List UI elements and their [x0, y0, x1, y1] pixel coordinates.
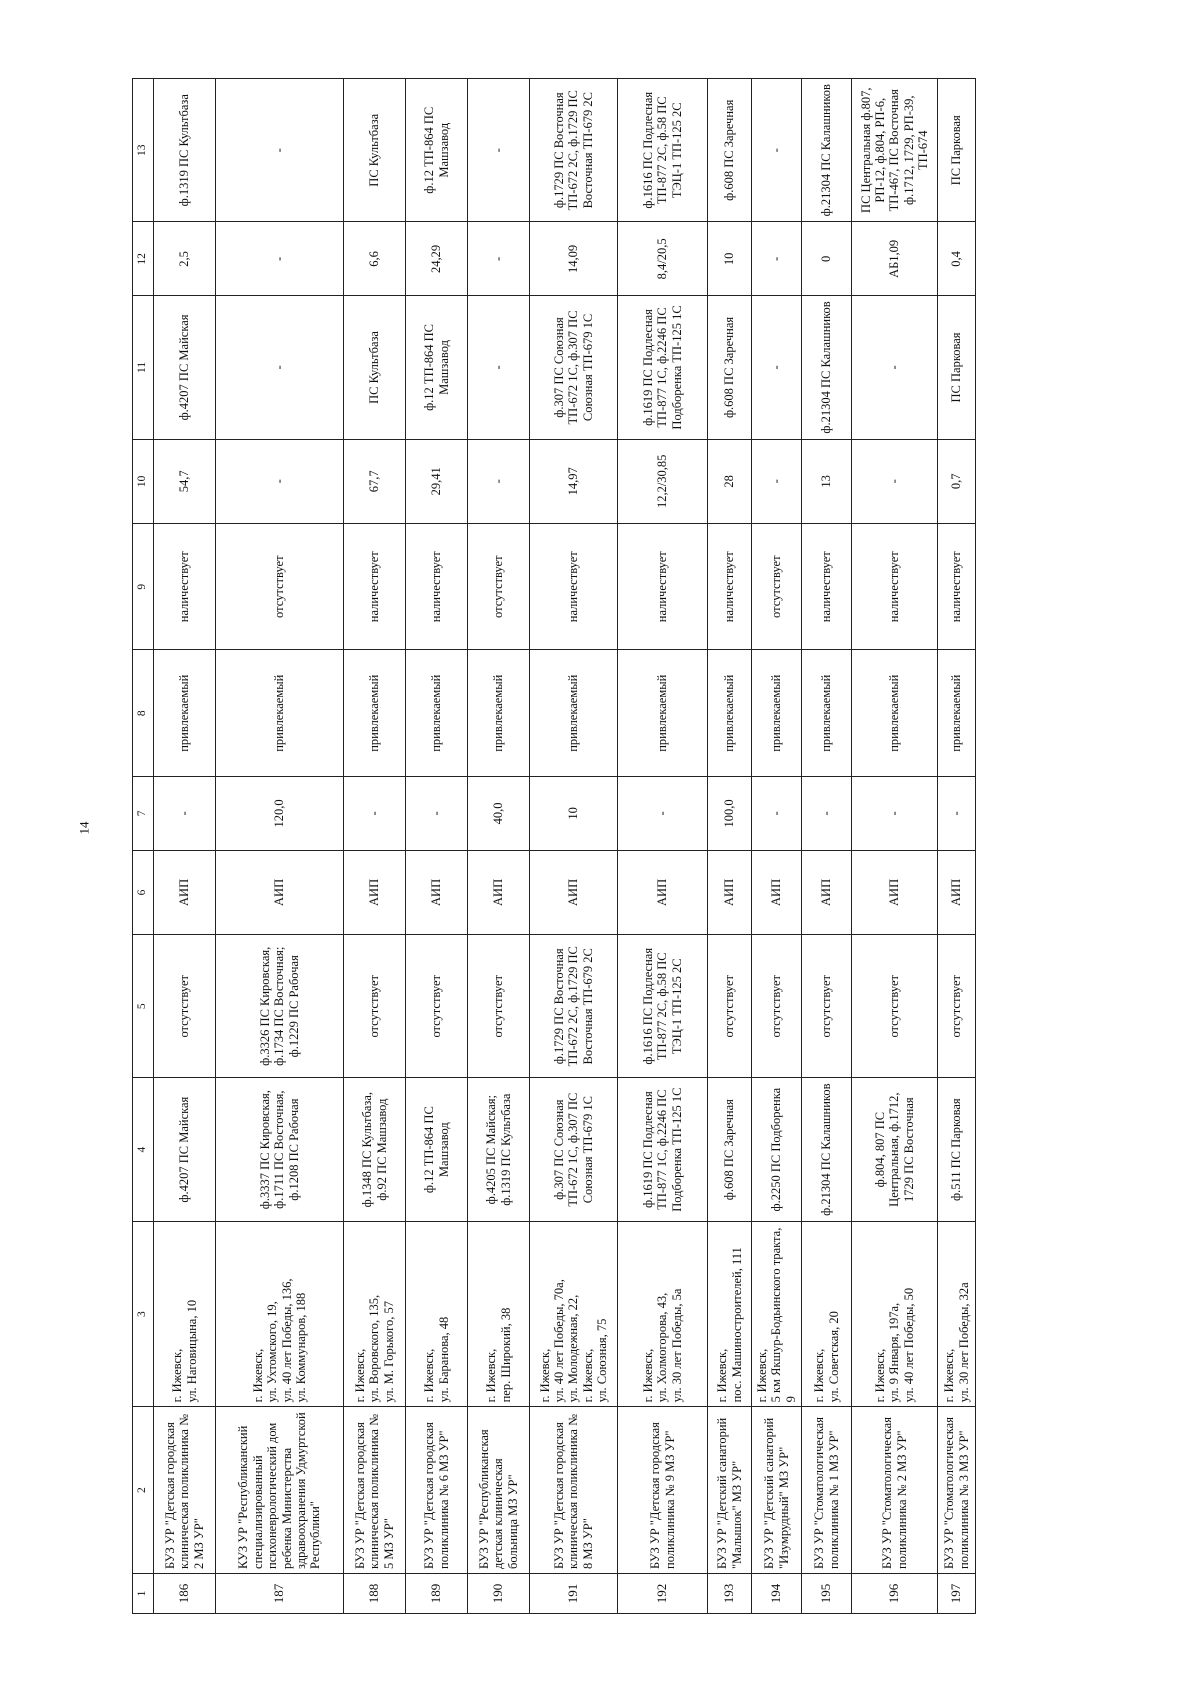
- cell-col-3: г. Ижевск, ул. 9 Января, 197а, ул. 40 лет Победы, 50: [852, 1221, 938, 1407]
- cell-col-2: БУЗ УР "Республиканская детская клиническая больница МЗ УР": [468, 1407, 530, 1574]
- cell-col-7: -: [344, 776, 406, 850]
- cell-col-13: ПС Центральная ф.807, РП-12, ф.804, РП-6, ТП-467, ПС Восточная ф.1712, 1729, РП-39, ТП-674: [852, 79, 938, 222]
- column-number-header: 5: [133, 935, 154, 1078]
- cell-col-12: 14,09: [530, 222, 618, 296]
- table-row: [530, 79, 618, 1614]
- cell-col-13: -: [752, 79, 802, 222]
- cell-col-5: отсутствует: [802, 935, 852, 1078]
- cell-col-11: ф.307 ПС Союзная ТП-672 1С, ф.307 ПС Союзная ТП-679 1С: [530, 296, 618, 439]
- cell-col-13: ф.1616 ПС Подлесная ТП-877 2С, ф.58 ПС ТЭЦ-1 ТП-125 2С: [618, 79, 708, 222]
- cell-col-12: -: [752, 222, 802, 296]
- cell-col-2: БУЗ УР "Стоматологическая поликлиника № 1 МЗ УР": [802, 1407, 852, 1574]
- column-number-header: 11: [133, 296, 154, 439]
- cell-col-3: г. Ижевск, пос. Машиностроителей, 111: [708, 1221, 752, 1407]
- cell-col-5: отсутствует: [938, 935, 976, 1078]
- cell-col-7: -: [618, 776, 708, 850]
- cell-col-6: АИП: [938, 850, 976, 934]
- table-row: [938, 79, 976, 1614]
- cell-col-4: ф.1348 ПС Культбаза, ф.92 ПС Машзавод: [344, 1078, 406, 1221]
- cell-col-10: -: [752, 439, 802, 523]
- cell-col-1: 197: [938, 1573, 976, 1613]
- cell-col-3: г. Ижевск, ул. Холмогорова, 43, ул. 30 лет Победы, 5а: [618, 1221, 708, 1407]
- cell-col-13: ф.1729 ПС Восточная ТП-672 2С, ф.1729 ПС Восточная ТП-679 2С: [530, 79, 618, 222]
- cell-col-2: БУЗ УР "Детский санаторий "Малышок" МЗ УР": [708, 1407, 752, 1574]
- cell-col-1: 195: [802, 1573, 852, 1613]
- cell-col-12: 8,4/20,5: [618, 222, 708, 296]
- cell-col-3: г. Ижевск, ул. Советская, 20: [802, 1221, 852, 1407]
- cell-col-12: 6,6: [344, 222, 406, 296]
- page-number: 14: [76, 821, 92, 835]
- cell-col-1: 194: [752, 1573, 802, 1613]
- cell-col-11: ф.4207 ПС Майская: [154, 296, 216, 439]
- cell-col-8: привлекаемый: [154, 650, 216, 777]
- cell-col-11: ф.608 ПС Заречная: [708, 296, 752, 439]
- table-row: [802, 79, 852, 1614]
- cell-col-7: -: [154, 776, 216, 850]
- cell-col-5: отсутствует: [468, 935, 530, 1078]
- cell-col-5: отсутствует: [708, 935, 752, 1078]
- cell-col-12: АБ1,09: [852, 222, 938, 296]
- cell-col-5: отсутствует: [406, 935, 468, 1078]
- table-row: [852, 79, 938, 1614]
- cell-col-4: ф.4205 ПС Майская; ф.1319 ПС Культбаза: [468, 1078, 530, 1221]
- cell-col-10: 28: [708, 439, 752, 523]
- table-row: [216, 79, 344, 1614]
- cell-col-11: ф.1619 ПС Подлесная ТП-877 1С, ф.2246 ПС Подборенка ТП-125 1С: [618, 296, 708, 439]
- cell-col-7: -: [406, 776, 468, 850]
- cell-col-11: ПС Парковая: [938, 296, 976, 439]
- cell-col-4: ф.1619 ПС Подлесная ТП-877 1С, ф.2246 ПС Подборенка ТП-125 1С: [618, 1078, 708, 1221]
- cell-col-5: отсутствует: [752, 935, 802, 1078]
- cell-col-7: 120,0: [216, 776, 344, 850]
- cell-col-10: -: [468, 439, 530, 523]
- cell-col-7: 100,0: [708, 776, 752, 850]
- cell-col-6: АИП: [344, 850, 406, 934]
- cell-col-11: ПС Культбаза: [344, 296, 406, 439]
- cell-col-11: -: [852, 296, 938, 439]
- cell-col-9: наличествует: [154, 523, 216, 650]
- cell-col-8: привлекаемый: [216, 650, 344, 777]
- cell-col-6: АИП: [618, 850, 708, 934]
- cell-col-6: АИП: [752, 850, 802, 934]
- cell-col-11: -: [468, 296, 530, 439]
- cell-col-2: БУЗ УР "Детская городская поликлиника № 9 МЗ УР": [618, 1407, 708, 1574]
- cell-col-6: АИП: [216, 850, 344, 934]
- cell-col-1: 188: [344, 1573, 406, 1613]
- column-number-header: 6: [133, 850, 154, 934]
- cell-col-12: 2,5: [154, 222, 216, 296]
- cell-col-7: -: [938, 776, 976, 850]
- cell-col-4: ф.4207 ПС Майская: [154, 1078, 216, 1221]
- cell-col-7: 40,0: [468, 776, 530, 850]
- cell-col-8: привлекаемый: [708, 650, 752, 777]
- cell-col-10: 0,7: [938, 439, 976, 523]
- cell-col-4: ф.12 ТП-864 ПС Машзавод: [406, 1078, 468, 1221]
- column-number-header: 3: [133, 1221, 154, 1407]
- cell-col-10: 13: [802, 439, 852, 523]
- cell-col-13: ПС Парковая: [938, 79, 976, 222]
- cell-col-8: привлекаемый: [852, 650, 938, 777]
- column-number-header: 13: [133, 79, 154, 222]
- cell-col-7: -: [852, 776, 938, 850]
- cell-col-11: ф.12 ТП-864 ПС Машзавод: [406, 296, 468, 439]
- column-number-header: 9: [133, 523, 154, 650]
- cell-col-11: ф.21304 ПС Калашников: [802, 296, 852, 439]
- cell-col-2: БУЗ УР "Стоматологическая поликлиника № 3 МЗ УР": [938, 1407, 976, 1574]
- cell-col-3: г. Ижевск, пер. Широкий, 38: [468, 1221, 530, 1407]
- cell-col-8: привлекаемый: [618, 650, 708, 777]
- cell-col-1: 190: [468, 1573, 530, 1613]
- cell-col-3: г. Ижевск, 5 км Якшур-Бодьинского тракта, 9: [752, 1221, 802, 1407]
- cell-col-1: 189: [406, 1573, 468, 1613]
- cell-col-8: привлекаемый: [530, 650, 618, 777]
- cell-col-8: привлекаемый: [468, 650, 530, 777]
- cell-col-1: 186: [154, 1573, 216, 1613]
- cell-col-13: ф.608 ПС Заречная: [708, 79, 752, 222]
- column-number-header: 4: [133, 1078, 154, 1221]
- cell-col-4: ф.804, 807 ПС Центральная, ф.1712, 1729 ПС Восточная: [852, 1078, 938, 1221]
- table-row: [752, 79, 802, 1614]
- cell-col-4: ф.608 ПС Заречная: [708, 1078, 752, 1221]
- cell-col-3: г. Ижевск, ул. Наговицына, 10: [154, 1221, 216, 1407]
- column-number-header: 8: [133, 650, 154, 777]
- cell-col-10: 29,41: [406, 439, 468, 523]
- table-row: [468, 79, 530, 1614]
- cell-col-13: ф.12 ТП-864 ПС Машзавод: [406, 79, 468, 222]
- cell-col-8: привлекаемый: [802, 650, 852, 777]
- cell-col-6: АИП: [468, 850, 530, 934]
- cell-col-9: наличествует: [708, 523, 752, 650]
- data-table: [132, 78, 976, 1614]
- cell-col-2: БУЗ УР "Детская городская клиническая поликлиника № 5 МЗ УР": [344, 1407, 406, 1574]
- cell-col-9: наличествует: [618, 523, 708, 650]
- cell-col-8: привлекаемый: [406, 650, 468, 777]
- cell-col-5: отсутствует: [852, 935, 938, 1078]
- cell-col-7: -: [802, 776, 852, 850]
- cell-col-12: -: [216, 222, 344, 296]
- cell-col-1: 187: [216, 1573, 344, 1613]
- cell-col-5: ф.3326 ПС Кировская, ф.1734 ПС Восточная; ф.1229 ПС Рабочая: [216, 935, 344, 1078]
- cell-col-10: 54,7: [154, 439, 216, 523]
- column-number-row: [133, 79, 154, 1614]
- cell-col-4: ф.21304 ПС Калашников: [802, 1078, 852, 1221]
- column-number-header: 12: [133, 222, 154, 296]
- cell-col-9: отсутствует: [468, 523, 530, 650]
- cell-col-1: 193: [708, 1573, 752, 1613]
- cell-col-9: наличествует: [406, 523, 468, 650]
- cell-col-13: ПС Культбаза: [344, 79, 406, 222]
- cell-col-12: 10: [708, 222, 752, 296]
- cell-col-3: г. Ижевск, ул. 40 лет Победы, 70а, ул. Молодежная, 22, г. Ижевск, ул. Союзная, 75: [530, 1221, 618, 1407]
- cell-col-10: 14,97: [530, 439, 618, 523]
- cell-col-10: 12,2/30,85: [618, 439, 708, 523]
- cell-col-5: отсутствует: [344, 935, 406, 1078]
- cell-col-8: привлекаемый: [938, 650, 976, 777]
- cell-col-4: ф.3337 ПС Кировская, ф.1711 ПС Восточная, ф.1208 ПС Рабочая: [216, 1078, 344, 1221]
- cell-col-3: г. Ижевск, ул. Ухтомского, 19, ул. 40 лет Победы, 136, ул. Коммунаров, 188: [216, 1221, 344, 1407]
- cell-col-13: -: [216, 79, 344, 222]
- cell-col-2: БУЗ УР "Детская городская поликлиника № 6 МЗ УР": [406, 1407, 468, 1574]
- cell-col-8: привлекаемый: [752, 650, 802, 777]
- cell-col-9: отсутствует: [216, 523, 344, 650]
- cell-col-13: ф.1319 ПС Культбаза: [154, 79, 216, 222]
- cell-col-7: -: [752, 776, 802, 850]
- cell-col-6: АИП: [530, 850, 618, 934]
- cell-col-11: -: [216, 296, 344, 439]
- cell-col-9: наличествует: [344, 523, 406, 650]
- cell-col-6: АИП: [708, 850, 752, 934]
- cell-col-12: 0: [802, 222, 852, 296]
- cell-col-3: г. Ижевск, ул. Баранова, 48: [406, 1221, 468, 1407]
- cell-col-2: БУЗ УР "Детский санаторий "Изумрудный" МЗ УР": [752, 1407, 802, 1574]
- cell-col-10: -: [852, 439, 938, 523]
- cell-col-7: 10: [530, 776, 618, 850]
- cell-col-2: БУЗ УР "Детская городская клиническая поликлиника № 8 МЗ УР": [530, 1407, 618, 1574]
- cell-col-6: АИП: [802, 850, 852, 934]
- cell-col-4: ф.307 ПС Союзная ТП-672 1С, ф.307 ПС Союзная ТП-679 1С: [530, 1078, 618, 1221]
- cell-col-12: 24,29: [406, 222, 468, 296]
- table-body: [154, 79, 976, 1614]
- cell-col-1: 196: [852, 1573, 938, 1613]
- table-row: [406, 79, 468, 1614]
- cell-col-6: АИП: [852, 850, 938, 934]
- cell-col-12: -: [468, 222, 530, 296]
- cell-col-11: -: [752, 296, 802, 439]
- cell-col-4: ф.511 ПС Парковая: [938, 1078, 976, 1221]
- cell-col-13: -: [468, 79, 530, 222]
- cell-col-3: г. Ижевск, ул. 30 лет Победы, 32а: [938, 1221, 976, 1407]
- column-number-header: 7: [133, 776, 154, 850]
- table-row: [708, 79, 752, 1614]
- cell-col-4: ф.2250 ПС Подборенка: [752, 1078, 802, 1221]
- cell-col-9: наличествует: [802, 523, 852, 650]
- cell-col-3: г. Ижевск, ул. Воровского, 135, ул. М. Горького, 57: [344, 1221, 406, 1407]
- cell-col-2: КУЗ УР "Республиканский специализированный психоневрологический дом ребенка Министерства здравоохранения Удмуртской Республики": [216, 1407, 344, 1574]
- cell-col-6: АИП: [154, 850, 216, 934]
- cell-col-9: наличествует: [852, 523, 938, 650]
- column-number-header: 1: [133, 1573, 154, 1613]
- cell-col-1: 192: [618, 1573, 708, 1613]
- table-row: [618, 79, 708, 1614]
- cell-col-13: ф.21304 ПС Калашников: [802, 79, 852, 222]
- cell-col-6: АИП: [406, 850, 468, 934]
- cell-col-5: ф.1729 ПС Восточная ТП-672 2С, ф.1729 ПС Восточная ТП-679 2С: [530, 935, 618, 1078]
- cell-col-12: 0,4: [938, 222, 976, 296]
- cell-col-2: БУЗ УР "Стоматологическая поликлиника № 2 МЗ УР": [852, 1407, 938, 1574]
- rotated-table-wrapper: [132, 78, 1028, 1614]
- column-number-header: 10: [133, 439, 154, 523]
- cell-col-2: БУЗ УР "Детская городская клиническая поликлиника № 2 МЗ УР": [154, 1407, 216, 1574]
- column-number-header: 2: [133, 1407, 154, 1574]
- cell-col-9: наличествует: [938, 523, 976, 650]
- cell-col-5: отсутствует: [154, 935, 216, 1078]
- cell-col-9: отсутствует: [752, 523, 802, 650]
- cell-col-8: привлекаемый: [344, 650, 406, 777]
- cell-col-9: наличествует: [530, 523, 618, 650]
- table-row: [154, 79, 216, 1614]
- cell-col-1: 191: [530, 1573, 618, 1613]
- cell-col-10: 67,7: [344, 439, 406, 523]
- table-row: [344, 79, 406, 1614]
- cell-col-10: -: [216, 439, 344, 523]
- cell-col-5: ф.1616 ПС Подлесная ТП-877 2С, ф.58 ПС ТЭЦ-1 ТП-125 2С: [618, 935, 708, 1078]
